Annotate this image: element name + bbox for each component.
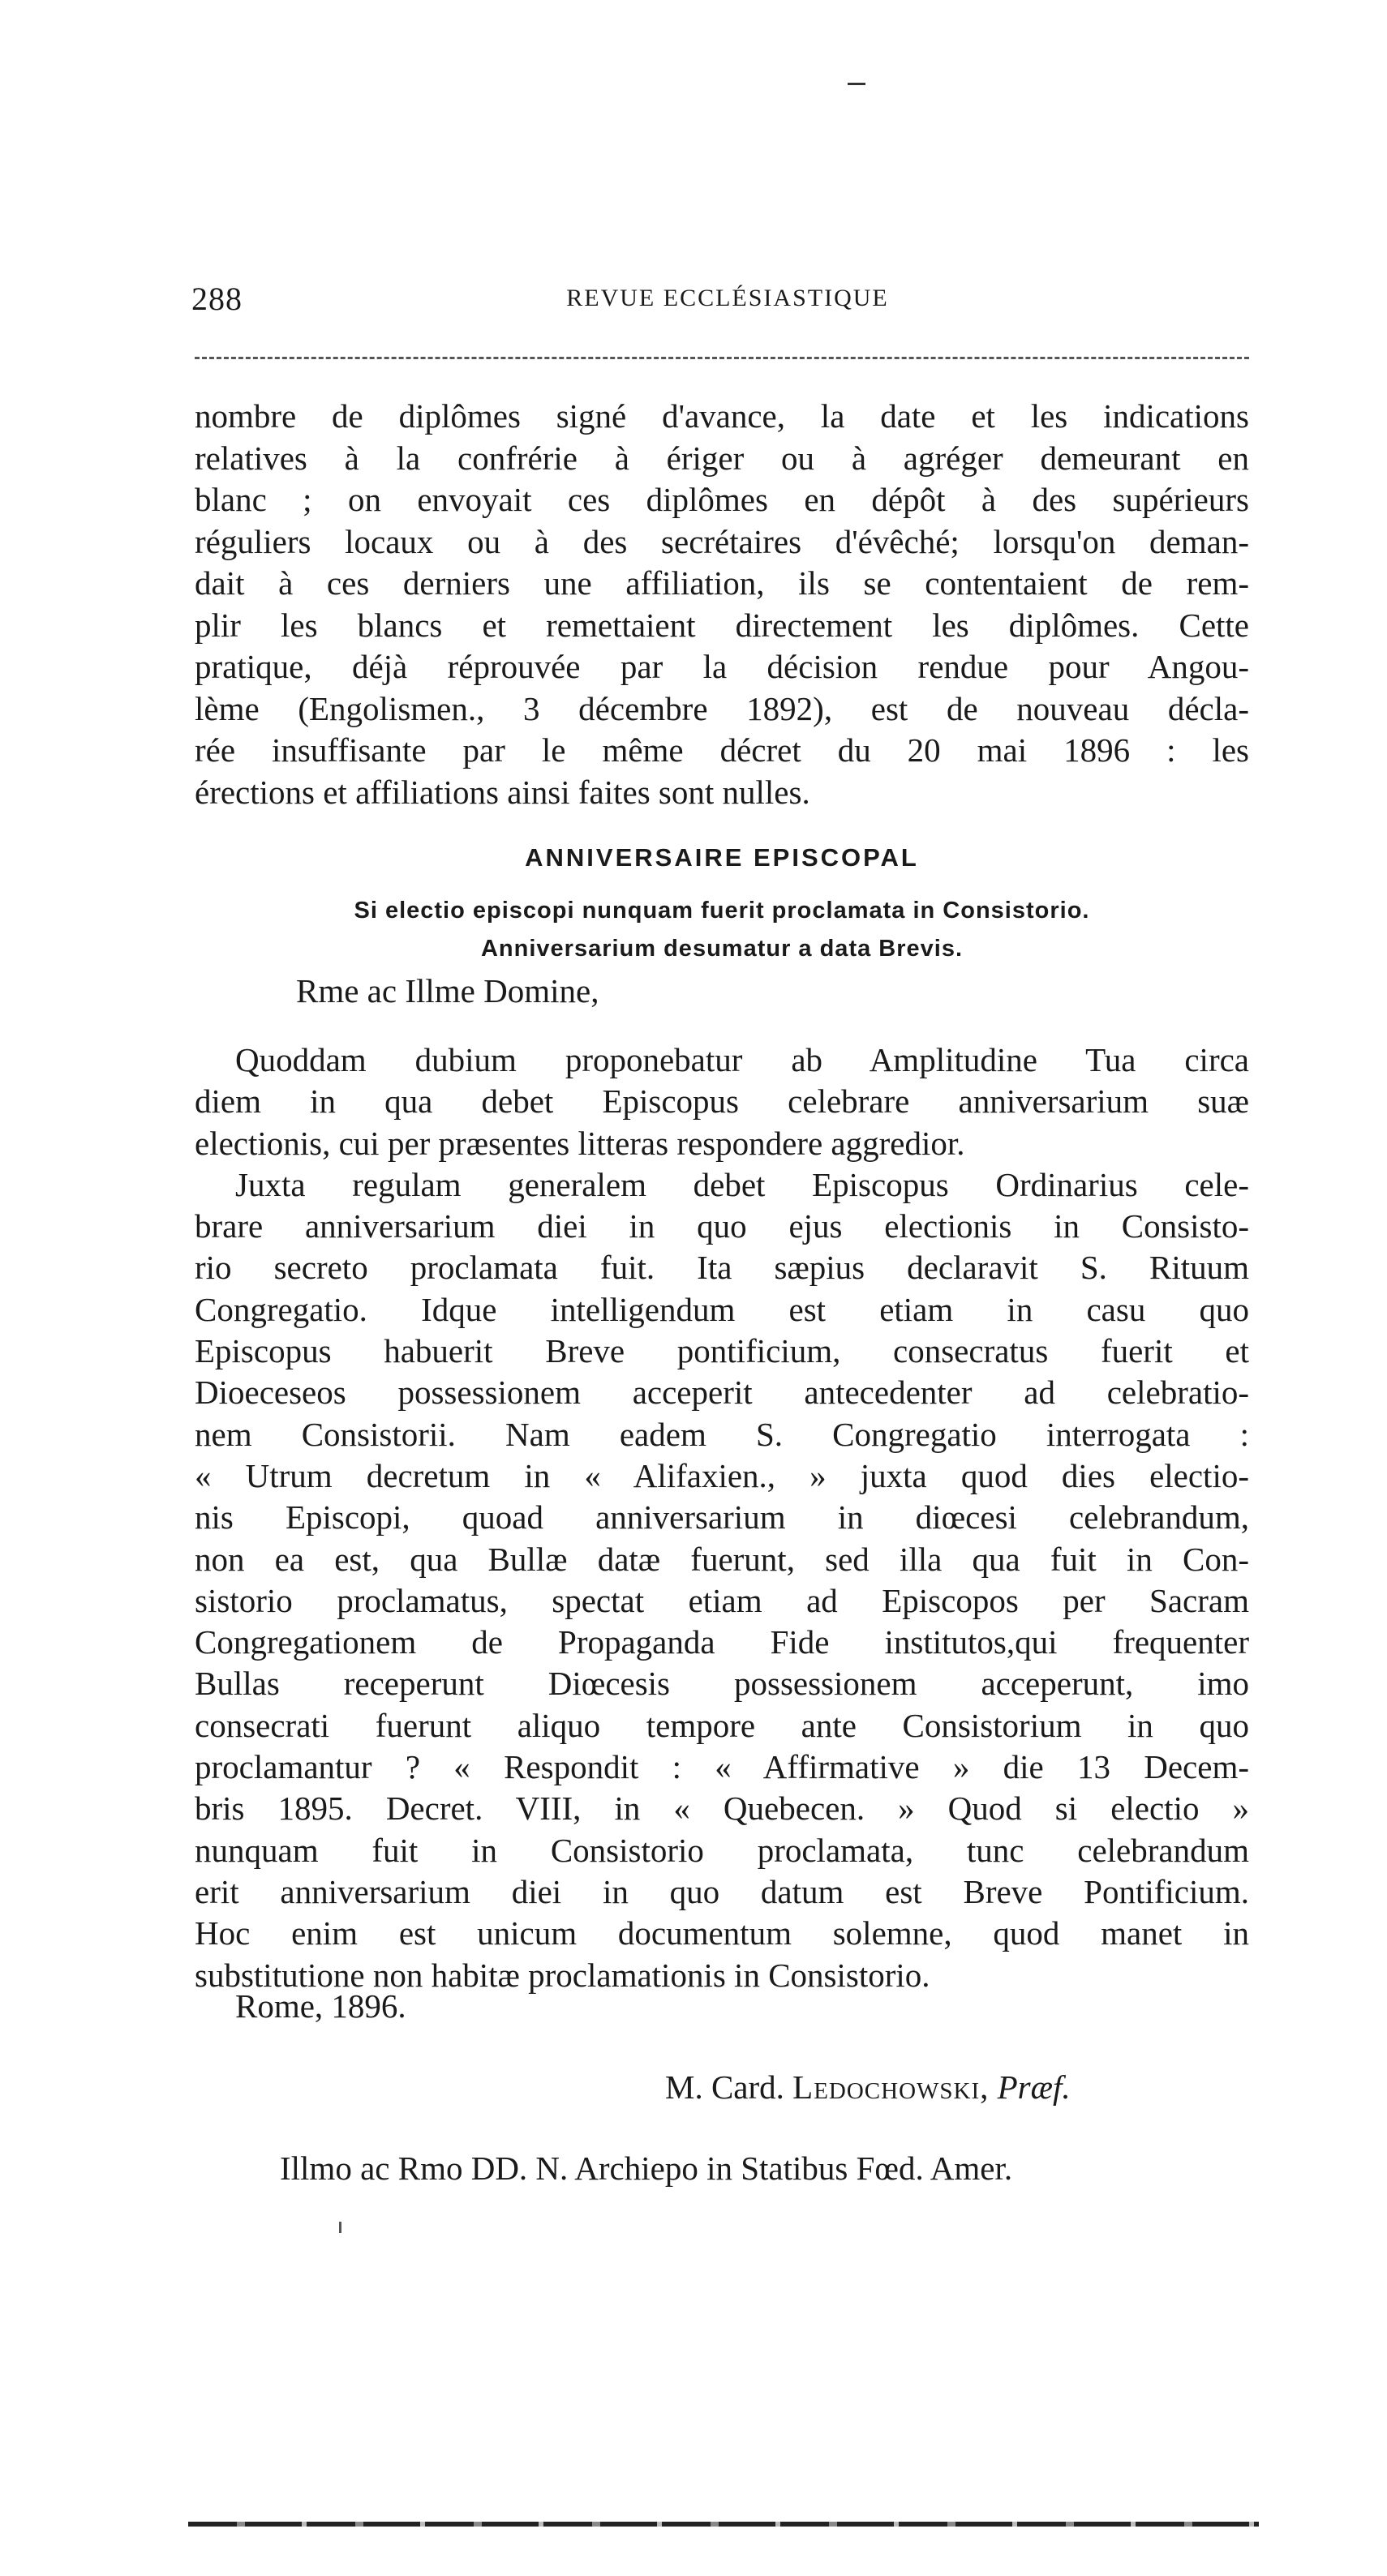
scan-mark <box>339 2222 341 2233</box>
summary-line: Si electio episcopi nunquam fuerit proclamata in Consistorio. <box>354 898 1090 924</box>
page-number: 288 <box>191 281 243 317</box>
text-line: pratique, déjà réprouvée par la décision rendue pour Angou- <box>195 648 1249 685</box>
journal-title: REVUE ECCLÉSIASTIQUE <box>566 285 889 311</box>
text-line: dait à ces derniers une affiliation, ils se contentaient de rem- <box>195 564 1249 602</box>
text-line: Juxta regulam generalem debet Episcopus Ordinarius cele- <box>235 1165 1249 1203</box>
text-line: nis Episcopi, quoad anniversarium in diœcesi celebrandum, <box>195 1498 1249 1537</box>
text-line: plir les blancs et remettaient directement les diplômes. Cette <box>195 606 1249 644</box>
header-rule <box>195 357 1249 359</box>
text-line: Congregationem de Propaganda Fide institutos,qui frequenter <box>195 1623 1249 1661</box>
text-line: Quoddam dubium proponebatur ab Amplitudine Tua circa <box>235 1041 1249 1078</box>
text-line: nunquam fuit in Consistorio proclamata, tunc celebrandum <box>195 1831 1249 1869</box>
text-line: electionis, cui per præsentes litteras respondere aggredior. <box>195 1124 965 1162</box>
section-summary <box>195 892 1249 968</box>
text-line: Episcopus habuerit Breve pontificium, consecratus fuerit et <box>195 1332 1249 1370</box>
text-line: nem Consistorii. Nam eadem S. Congregatio interrogata : <box>195 1415 1249 1453</box>
text-line: bris 1895. Decret. VIII, in « Quebecen. » Quod si electio » <box>195 1789 1249 1828</box>
text-line: Hoc enim est unicum documentum solemne, quod manet in <box>195 1914 1249 1952</box>
text-line: rée insuffisante par le même décret du 20 mai 1896 : les <box>195 731 1249 769</box>
signature-name: Ledochowski, <box>792 2068 990 2106</box>
text-line: lème (Engolismen., 3 décembre 1892), est de nouveau décla- <box>195 689 1249 727</box>
text-line: non ea est, qua Bullæ datæ fuerunt, sed illa qua fuit in Con- <box>195 1540 1249 1578</box>
text-line: réguliers locaux ou à des secrétaires d'évêché; lorsqu'on deman- <box>195 522 1249 560</box>
signature-initial: M. Card. <box>665 2068 784 2106</box>
text-line: consecrati fuerunt aliquo tempore ante Consistorium in quo <box>195 1706 1249 1744</box>
letter-signature <box>665 2068 1071 2107</box>
letter-body <box>195 1039 1249 1996</box>
text-line: relatives à la confrérie à ériger ou à agréger demeurant en <box>195 439 1249 477</box>
text-line: sistorio proclamatus, spectat etiam ad Episcopos per Sacram <box>195 1581 1249 1619</box>
text-line: proclamantur ? « Respondit : « Affirmative » die 13 Decem- <box>195 1748 1249 1786</box>
letter-addressee: Illmo ac Rmo DD. N. Archiepo in Statibus Fœd. Amer. <box>280 2150 1013 2187</box>
text-line: diem in qua debet Episcopus celebrare anniversarium suæ <box>195 1082 1249 1121</box>
text-line: Congregatio. Idque intelligendum est etiam in casu quo <box>195 1290 1249 1328</box>
text-line: substitutione non habitæ proclamationis in Consistorio. <box>195 1956 930 1994</box>
text-line: brare anniversarium diei in quo ejus electionis in Consisto- <box>195 1207 1249 1245</box>
scan-mark <box>848 83 865 85</box>
letter-closing: Rome, 1896. <box>235 1987 406 2025</box>
intro-paragraph <box>195 396 1249 813</box>
signature-title: Præf. <box>997 2068 1071 2106</box>
running-head <box>188 280 1267 320</box>
text-line: erit anniversarium diei in quo datum est Breve Pontificium. <box>195 1872 1249 1910</box>
text-line: blanc ; on envoyait ces diplômes en dépôt à des supérieurs <box>195 481 1249 518</box>
section-title: ANNIVERSAIRE EPISCOPAL <box>525 843 919 872</box>
summary-line: Anniversarium desumatur a data Brevis. <box>480 936 964 962</box>
text-line: érections et affiliations ainsi faites sont nulles. <box>195 773 810 811</box>
text-line: « Utrum decretum in « Alifaxien., » juxta quod dies electio- <box>195 1456 1249 1494</box>
letter-salutation: Rme ac Illme Domine, <box>296 972 599 1009</box>
text-line: nombre de diplômes signé d'avance, la date et les indications <box>195 397 1249 435</box>
text-line: rio secreto proclamata fuit. Ita sæpius declaravit S. Rituum <box>195 1249 1249 1287</box>
text-line: Bullas receperunt Diœcesis possessionem acceperunt, imo <box>195 1665 1249 1703</box>
page-bottom-edge <box>188 2522 1259 2527</box>
text-line: Dioeceseos possessionem acceperit antecedenter ad celebratio- <box>195 1374 1249 1412</box>
